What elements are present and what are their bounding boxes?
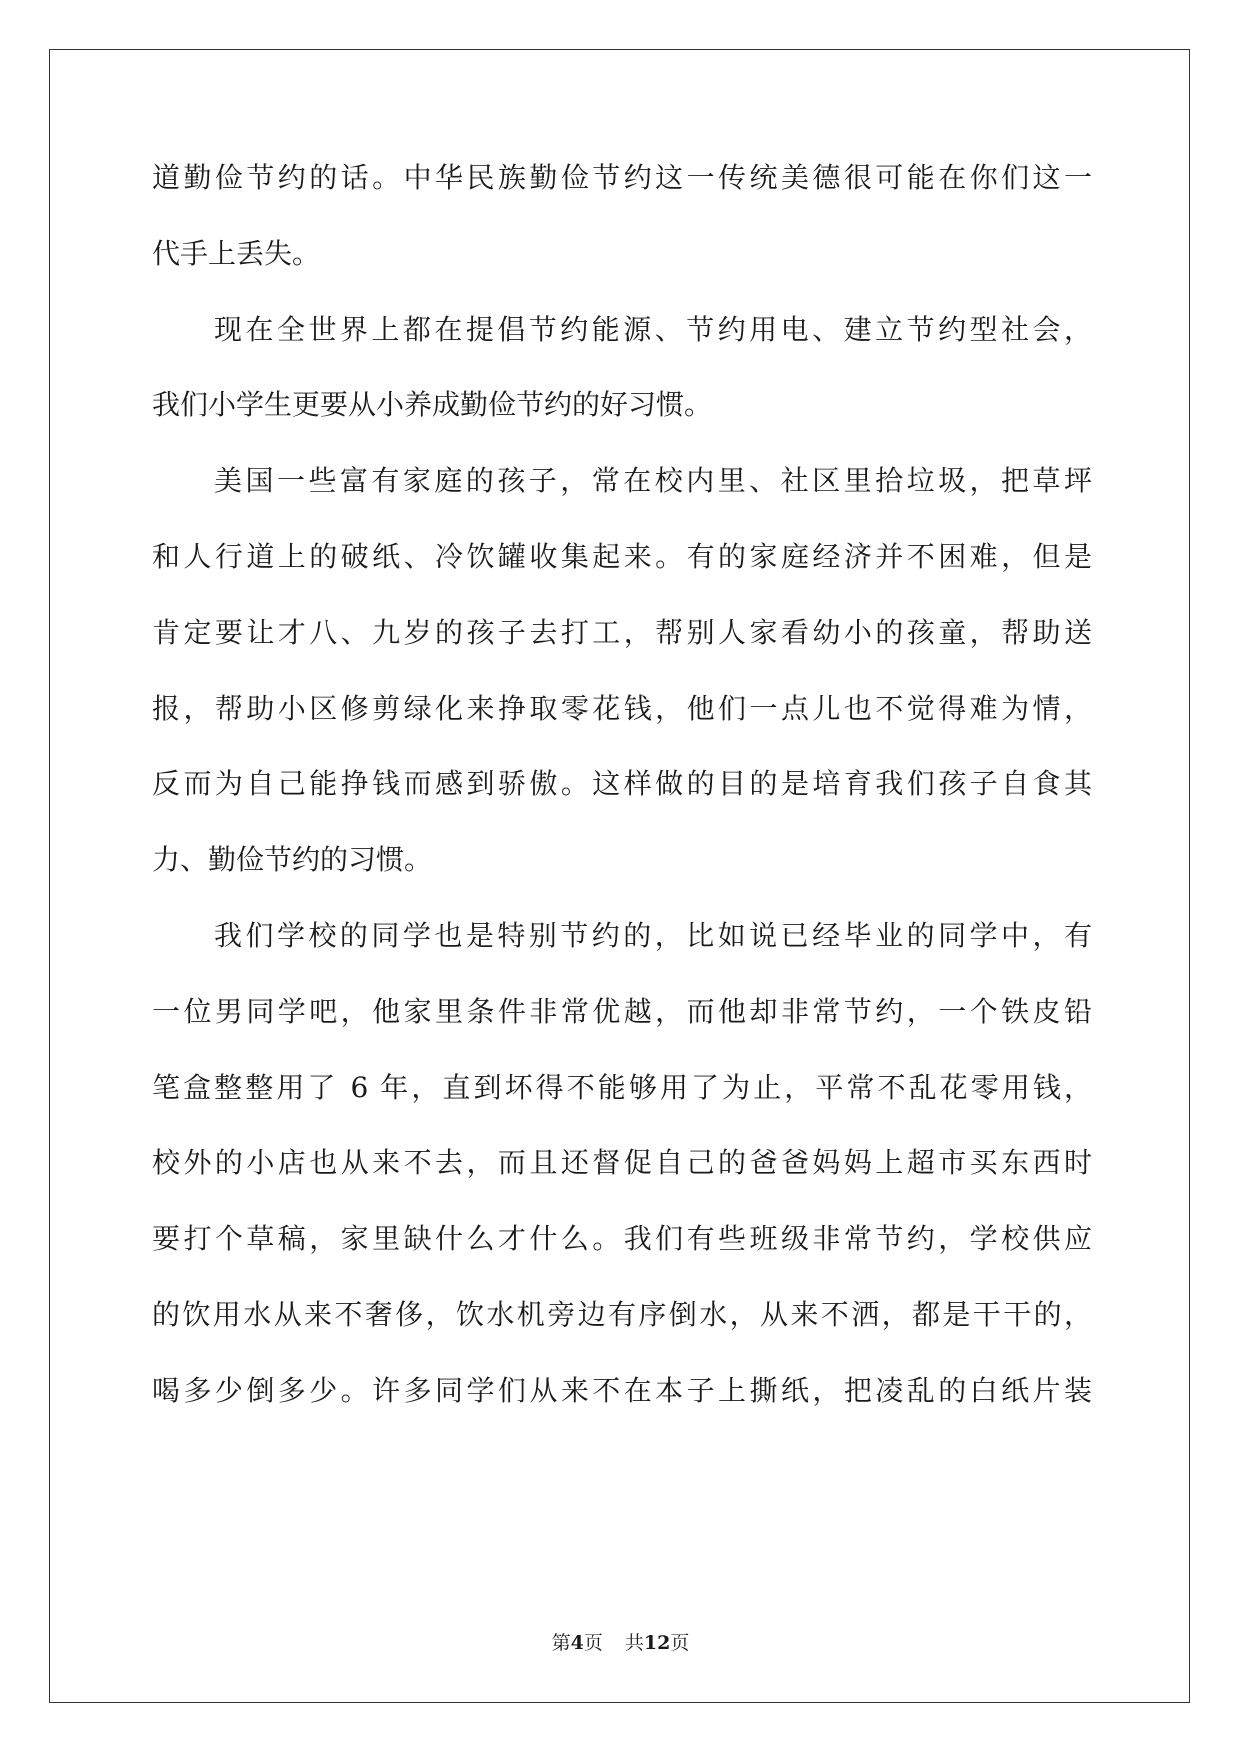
text-line: 现在全世界上都在提倡节约能源、节约用电、建立节约型社会， (214, 312, 1092, 346)
page-suffix: 页 (583, 1632, 603, 1654)
total-pages: 12 (643, 1632, 671, 1654)
text-line: 我们学校的同学也是特别节约的，比如说已经毕业的同学中，有 (214, 918, 1092, 952)
text-line: 肯定要让才八、九岁的孩子去打工，帮别人家看幼小的孩童，帮助送 (152, 615, 1092, 649)
text-line: 的饮用水从来不奢侈，饮水机旁边有序倒水，从来不洒，都是干干的， (152, 1297, 1092, 1331)
text-line: 代手上丢失。 (152, 236, 321, 270)
total-suffix: 页 (670, 1632, 690, 1654)
text-line: 和人行道上的破纸、冷饮罐收集起来。有的家庭经济并不困难，但是 (152, 539, 1092, 573)
page-prefix: 第 (551, 1632, 571, 1654)
text-line: 喝多少倒多少。许多同学们从来不在本子上撕纸，把凌乱的白纸片装 (152, 1373, 1092, 1407)
text-line: 要打个草稿，家里缺什么才什么。我们有些班级非常节约，学校供应 (152, 1222, 1092, 1256)
text-line: 美国一些富有家庭的孩子，常在校内里、社区里拾垃圾，把草坪 (214, 464, 1092, 498)
text-line: 校外的小店也从来不去，而且还督促自己的爸爸妈妈上超市买东西时 (152, 1146, 1092, 1180)
document-body (152, 153, 1092, 1442)
page-footer (0, 1628, 1241, 1655)
text-line: 报，帮助小区修剪绿化来挣取零花钱，他们一点儿也不觉得难为情， (152, 691, 1092, 725)
total-prefix: 共 (624, 1632, 644, 1654)
text-line: 道勤俭节约的话。中华民族勤俭节约这一传统美德很可能在你们这一 (152, 161, 1092, 194)
page-number: 4 (570, 1632, 584, 1654)
text-line: 一位男同学吧，他家里条件非常优越，而他却非常节约，一个铁皮铅 (152, 994, 1092, 1028)
text-line: 我们小学生更要从小养成勤俭节约的好习惯。 (152, 388, 713, 422)
text-line: 反而为自己能挣钱而感到骄傲。这样做的目的是培育我们孩子自食其 (152, 767, 1092, 801)
text-line: 笔盒整整用了 6 年，直到坏得不能够用了为止，平常不乱花零用钱， (152, 1070, 1092, 1104)
text-line: 力、勤俭节约的习惯。 (152, 843, 433, 877)
